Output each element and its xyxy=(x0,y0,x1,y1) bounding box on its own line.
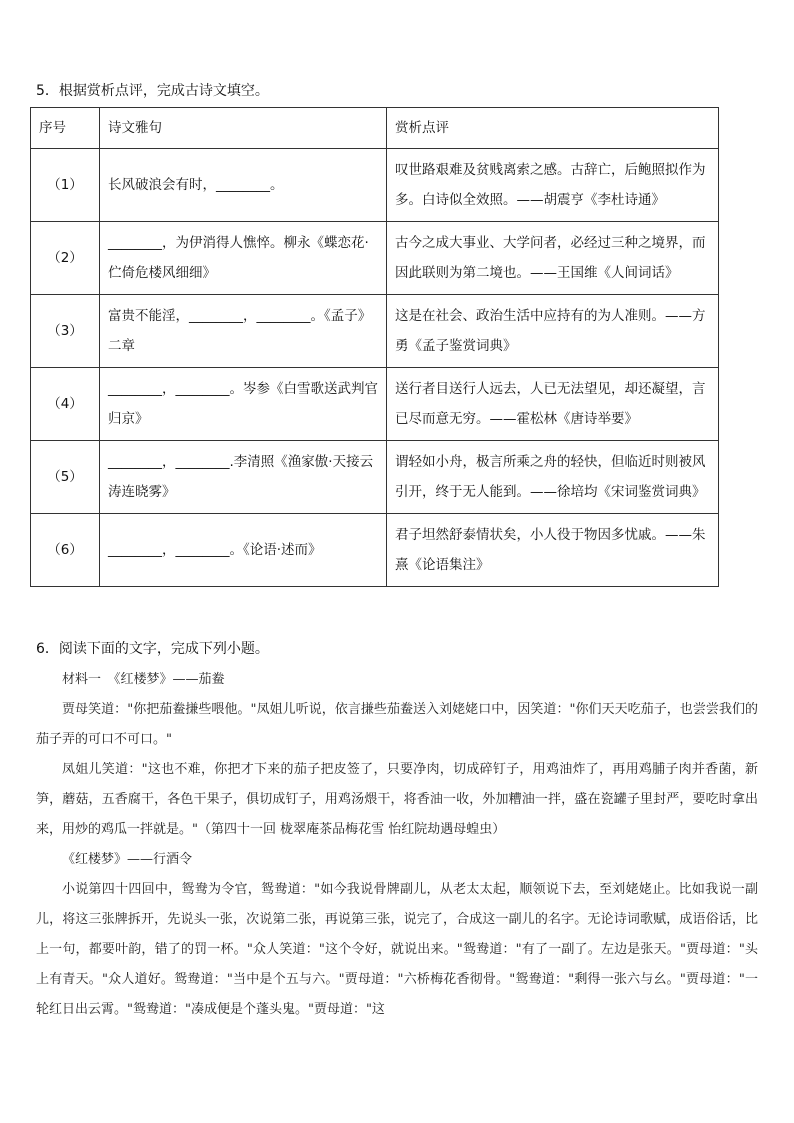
row-poem: 长风破浪会有时，________。 xyxy=(100,149,387,222)
poetry-table xyxy=(30,107,719,587)
header-poem: 诗文雅句 xyxy=(100,108,387,149)
table-row xyxy=(31,368,719,441)
row-number: （3） xyxy=(31,295,100,368)
row-number: （5） xyxy=(31,441,100,514)
row-comment: 叹世路艰难及贫贱离索之感。古辞亡，后鲍照拟作为多。白诗似全效照。——胡震亨《李杜诗通》 xyxy=(387,149,719,222)
row-poem: ________，________。岑参《白雪歌送武判官归京》 xyxy=(100,368,387,441)
row-comment: 君子坦然舒泰情状矣，小人役于物因多忧戚。——朱熹《论语集注》 xyxy=(387,514,719,587)
passage-paragraph: 凤姐儿笑道："这也不难，你把才下来的茄子把皮签了，只要净肉，切成碎钉子，用鸡油炸了，再用鸡脯子肉并香菌，新笋，蘑菇，五香腐干，各色干果子，俱切成钉子，用鸡汤煨干，将香油一收，外加糟油一拌，盛在瓷罐子里封严，要吃时拿出来，用炒的鸡瓜一拌就是。"（第四十一回 栊翠庵茶品梅花雪 怡红院劫遇母蝗虫） xyxy=(36,762,758,837)
question-5-title: 5．根据赏析点评，完成古诗文填空。 xyxy=(36,83,269,99)
row-number: （6） xyxy=(31,514,100,587)
row-poem: ________，________.李清照《渔家傲·天接云涛连晓雾》 xyxy=(100,441,387,514)
table-row xyxy=(31,222,719,295)
row-number: （2） xyxy=(31,222,100,295)
row-comment: 送行者目送行人远去，人已无法望见，却还凝望，言已尽而意无穷。——霍松林《唐诗举要》 xyxy=(387,368,719,441)
row-poem: ________，为伊消得人憔悴。柳永《蝶恋花·伫倚危楼风细细》 xyxy=(100,222,387,295)
passage-heading: 材料一 《红楼梦》——茄鲞 xyxy=(62,672,225,687)
row-comment: 这是在社会、政治生活中应持有的为人准则。——方勇《孟子鉴赏词典》 xyxy=(387,295,719,368)
table-row xyxy=(31,514,719,587)
row-poem: 富贵不能淫，________，________。《孟子》二章 xyxy=(100,295,387,368)
passage-paragraph: 小说第四十四回中，鸳鸯为令官，鸳鸯道："如今我说骨牌副儿，从老太太起，顺领说下去，至刘姥姥止。比如我说一副儿，将这三张牌拆开，先说头一张，次说第二张，再说第三张，说完了，合成这一副儿的名字。无论诗词歌赋，成语俗话，比上一句，都要叶韵，错了的罚一杯。"众人笑道："这个令好，就说出来。"鸳鸯道："有了一副了。左边是张天。"贾母道："头上有青天。"众人道好。鸳鸯道："当中是个五与六。"贾母道："六桥梅花香彻骨。"鸳鸯道："剩得一张六与幺。"贾母道："一轮红日出云霄。"鸳鸯道："凑成便是个蓬头鬼。"贾母道："这 xyxy=(36,882,758,1017)
row-number: （1） xyxy=(31,149,100,222)
table-row xyxy=(31,295,719,368)
row-number: （4） xyxy=(31,368,100,441)
table-header-row xyxy=(31,108,719,149)
row-comment: 古今之成大事业、大学问者，必经过三种之境界，而因此联则为第二境也。——王国维《人间词话》 xyxy=(387,222,719,295)
header-comment: 赏析点评 xyxy=(387,108,719,149)
row-comment: 谓轻如小舟，极言所乘之舟的轻快，但临近时则被风引开，终于无人能到。——徐培均《宋词鉴赏词典》 xyxy=(387,441,719,514)
passage-heading: 《红楼梦》——行酒令 xyxy=(62,852,193,867)
table-row xyxy=(31,149,719,222)
table-row xyxy=(31,441,719,514)
question-6-title: 6．阅读下面的文字，完成下列小题。 xyxy=(36,641,269,657)
reading-passage xyxy=(36,665,758,1025)
passage-paragraph: 贾母笑道："你把茄鲞搛些喂他。"凤姐儿听说，依言搛些茄鲞送入刘姥姥口中，因笑道："你们天天吃茄子，也尝尝我们的茄子弄的可口不可口。" xyxy=(36,702,758,747)
header-number: 序号 xyxy=(31,108,100,149)
row-poem: ________，________。《论语·述而》 xyxy=(100,514,387,587)
